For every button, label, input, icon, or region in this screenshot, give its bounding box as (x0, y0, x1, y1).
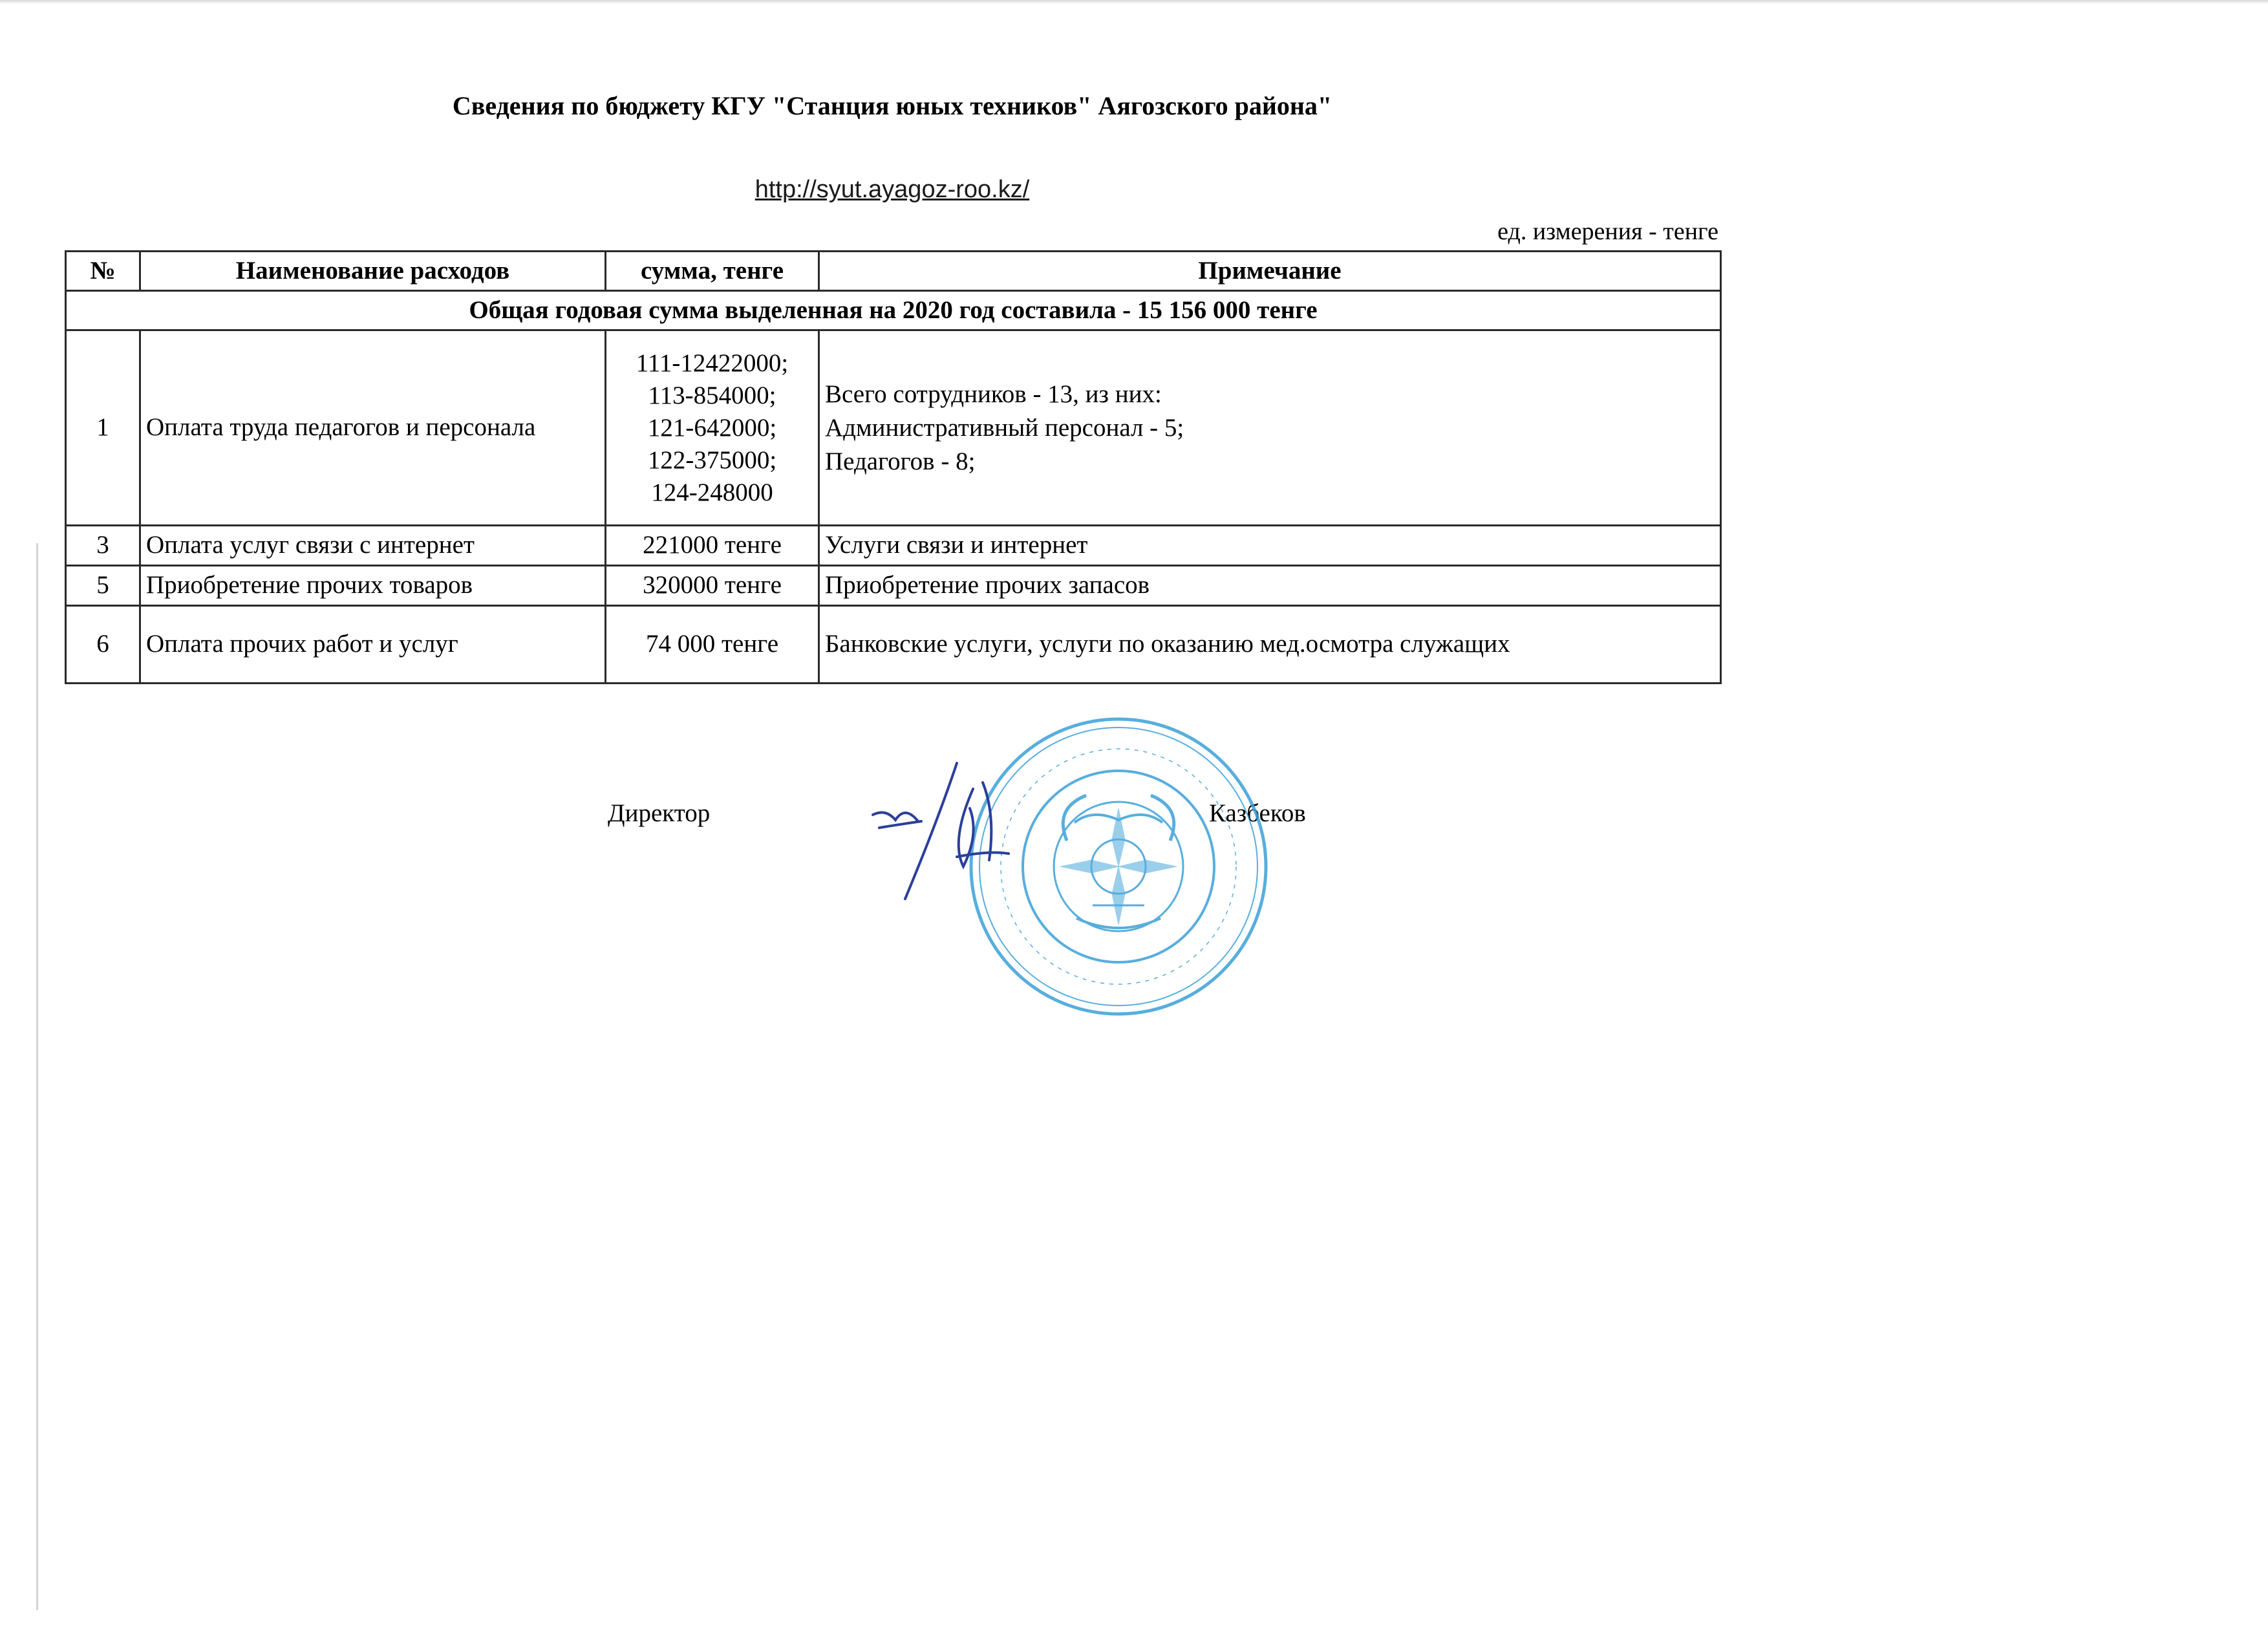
table-row (66, 330, 1721, 526)
row-note: Услуги связи и интернет (819, 526, 1721, 566)
scan-edge-top (0, 0, 2268, 4)
sum-line: 124-248000 (651, 478, 773, 506)
director-label: Директор (608, 799, 711, 827)
table-row (66, 566, 1721, 606)
total-row (66, 291, 1721, 330)
budget-table (65, 250, 1722, 684)
scan-edge-left (36, 543, 38, 1610)
sum-line: 111-12422000; (636, 349, 789, 377)
note-line: Административный персонал - 5; (825, 413, 1184, 442)
row-note (819, 330, 1721, 526)
sum-line: 121-642000; (647, 413, 777, 442)
table-row (66, 526, 1721, 566)
header-note: Примечание (819, 252, 1721, 291)
row-num: 5 (66, 566, 140, 606)
header-num: № (66, 252, 140, 291)
row-sum: 320000 тенге (606, 566, 819, 606)
unit-note: ед. измерения - тенге (1497, 218, 1718, 245)
table-row (66, 606, 1721, 684)
row-sum: 74 000 тенге (606, 606, 819, 684)
row-name: Оплата услуг связи с интернет (140, 526, 606, 566)
row-sum (606, 330, 819, 526)
header-name: Наименование расходов (140, 252, 606, 291)
note-line: Педагогов - 8; (825, 447, 976, 475)
row-name: Оплата труда педагогов и персонала (140, 330, 606, 526)
table-header-row (66, 252, 1721, 291)
row-sum: 221000 тенге (606, 526, 819, 566)
document-title: Сведения по бюджету КГУ "Станция юных техников" Аягозского района" (452, 91, 1332, 120)
sum-line: 113-854000; (648, 381, 776, 409)
document-url[interactable]: http://syut.ayagoz-roo.kz/ (754, 176, 1030, 203)
row-num: 1 (66, 330, 140, 526)
row-num: 6 (66, 606, 140, 684)
header-sum: сумма, тенге (606, 252, 819, 291)
row-num: 3 (66, 526, 140, 566)
total-annual-sum: Общая годовая сумма выделенная на 2020 год составила - 15 156 000 тенге (66, 291, 1721, 330)
director-name: Казбеков (1209, 799, 1306, 827)
director-signature (860, 744, 1054, 912)
row-note: Приобретение прочих запасов (819, 566, 1721, 606)
sum-line: 122-375000; (647, 446, 777, 474)
row-note: Банковские услуги, услуги по оказанию мед.осмотра служащих (819, 606, 1721, 684)
note-line: Всего сотрудников - 13, из них: (825, 380, 1162, 408)
row-name: Оплата прочих работ и услуг (140, 606, 606, 684)
row-name: Приобретение прочих товаров (140, 566, 606, 606)
